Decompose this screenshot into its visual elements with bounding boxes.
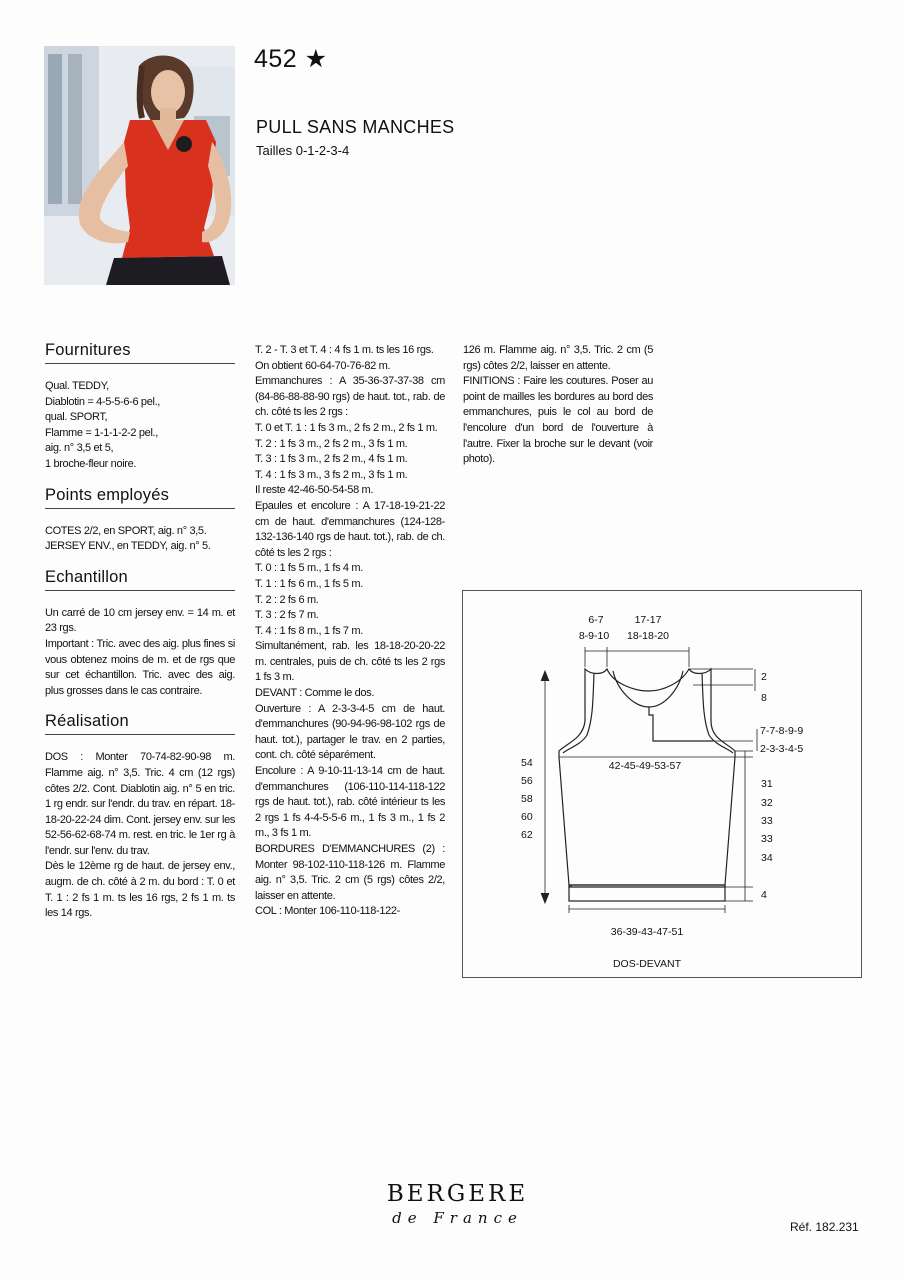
diagram-label-left-total: 60 [521,811,533,823]
dim-shoulder [585,647,607,667]
diagram-label-left-total: 62 [521,829,533,841]
diagram-label-left-total: 58 [521,793,533,805]
points-line: JERSEY ENV., en TEDDY, aig. n° 5. [45,540,211,553]
diagram-label-right-neck-1: 2 [761,671,767,683]
section-title-realisation: Réalisation [45,712,129,731]
difficulty-star-icon: ★ [304,45,328,73]
fournitures-line: aig. n° 3,5 et 5, [45,442,114,455]
column-right [463,343,653,468]
instruction-paragraph: T. 3 : 2 fs 7 m. [255,609,319,622]
pattern-number [254,44,328,74]
diagram-label-right-armhole-1: 7-7-8-9-9 [760,725,804,737]
garment-outline [559,669,735,887]
section-title-points: Points employés [45,485,170,504]
instruction-paragraph: T. 2 - T. 3 et T. 4 : 4 fs 1 m. ts les 16 rgs. [255,344,434,356]
instruction-paragraph: T. 0 et T. 1 : 1 fs 3 m., 2 fs 2 m., 2 fs 1 m. [255,421,438,434]
schematic-drawing [463,591,863,979]
section-realisation [45,711,235,922]
left-armhole-band [563,673,594,753]
brand-name: BERGERE [386,1181,529,1207]
section-fournitures [45,340,235,473]
brand-subtitle: de France [392,1209,523,1227]
instruction-paragraph: T. 4 : 1 fs 3 m., 3 fs 2 m., 3 fs 1 m. [255,468,408,481]
instruction-paragraph: On obtient 60-64-70-76-82 m. [255,359,391,372]
column-left [45,340,235,934]
fournitures-line: qual. SPORT, [45,411,108,424]
instruction-paragraph: COL : Monter 106-110-118-122- [255,905,400,918]
diagram-label-neck-bottom: 18-18-20 [626,630,670,642]
brand-logo [385,1180,530,1228]
instruction-paragraph: T. 2 : 1 fs 3 m., 2 fs 2 m., 3 fs 1 m. [255,437,408,450]
instruction-paragraph: Simultanément, rab. les 18-18-20-20-22 m. centrales, puis de ch. côté ts les 2 rgs 1 fs 3 m. [255,640,445,684]
diagram-label-right-body: 31 [761,778,773,790]
diagram-label-right-body: 34 [761,852,773,864]
diagram-label-right-body: 32 [761,797,773,809]
instruction-paragraph: Il reste 42-46-50-54-58 m. [255,484,374,497]
instruction-paragraph: BORDURES D'EMMANCHURES (2) : Monter 98-102-110-118-126 m. Flamme aig. n° 3,5. Tric. 2 cm (5 rgs) côtes 2/2, laisser en attente. [255,843,445,902]
fournitures-line: Flamme = 1-1-1-2-2 pel., [45,426,158,439]
fournitures-line: 1 broche-fleur noire. [45,457,137,470]
diagram-label-width-bottom: 36-39-43-47-51 [610,926,684,938]
dim-right-vertical [745,669,757,901]
diagram-label-right-rib: 4 [761,889,767,901]
points-line: COTES 2/2, en SPORT, aig. n° 3,5. [45,524,207,537]
front-opening [649,707,713,741]
diagram-label-shoulder-bottom: 8-9-10 [578,630,610,642]
section-divider [45,363,235,364]
diagram-label-right-neck-2: 8 [761,692,767,704]
section-points [45,485,235,555]
instruction-paragraph: Emmanchures : A 35-36-37-37-38 cm (84-86-88-88-90 rgs) de haut. tot., rab. de ch. côté ts les 2 rgs : [255,375,445,419]
realisation-increases: Dès le 12ème rg de haut. de jersey env., augm. de ch. côté à 2 m. du bord : T. 0 et T. 1 : 2 fs 1 m. ts les 16 rgs, 2 fs 1 m. ts les 14 rgs. [45,860,235,920]
instruction-paragraph: Encolure : A 9-10-11-13-14 cm de haut. d'emmanchures (106-110-114-118-122 rgs de haut. tot.), rab. côté intérieur ts les 2 rgs 1 fs 4-4-5-5-6 m., 1 fs 3 m., 1 fs 2 m., 3 fs 1 m. [255,765,445,840]
section-divider [45,734,235,735]
dim-left-arrow-top [541,671,549,681]
echantillon-gauge: Un carré de 10 cm jersey env. = 14 m. et 23 rgs. [45,606,235,635]
column-middle [255,343,445,920]
instruction-paragraph: Ouverture : A 2-3-3-4-5 cm de haut. d'emmanchures (90-94-96-98-102 rgs de haut. tot.), partager le trav. en 2 parties, cont. ch. côté séparément. [255,702,445,762]
model-photo [44,46,235,285]
section-divider [45,590,235,591]
realisation-dos: DOS : Monter 70-74-82-90-98 m. Flamme aig. n° 3,5. Tric. 4 cm (12 rgs) côtes 2/2. Cont. Diablotin aig. n° 5 en tric. 1 rg endr. sur l'endr. du trav. en répart. 18-18-20-22-24 dim. Cont. jersey env. sur les 52-56-62-68-74 m. rest. en tric. le 1er rg à l'endr. sur l'env. du trav. [45,751,235,857]
schematic-diagram [462,590,862,978]
diagram-label-left-total: 56 [521,775,533,787]
section-title-fournitures: Fournitures [45,341,131,359]
model-photo-illustration [44,46,235,285]
instruction-paragraph: 126 m. Flamme aig. n° 3,5. Tric. 2 cm (5 rgs) côtes 2/2, laisser en attente. [463,344,653,372]
diagram-label-right-body: 33 [761,815,773,827]
instruction-paragraph: DEVANT : Comme le dos. [255,687,375,700]
pattern-title: PULL SANS MANCHES [256,117,455,137]
diagram-label-width-top: 42-45-49-53-57 [608,760,682,772]
diagram-label-neck-top: 17-17 [634,614,662,626]
echantillon-important: Important : Tric. avec des aig. plus fines si vous obtenez moins de m. et de rgs que sur cet échantillon. Tric. avec des aig. plus grosses dans le cas contraire. [45,637,235,697]
instruction-paragraph: T. 0 : 1 fs 5 m., 1 fs 4 m. [255,562,363,575]
fournitures-line: Diablotin = 4-5-5-6-6 pel., [45,395,160,408]
reference-number: Réf. 182.231 [790,1220,859,1234]
neckline-band [613,671,683,707]
dim-left-arrow-bottom [541,893,549,903]
diagram-label-shoulder-top: 6-7 [588,614,604,626]
fournitures-line: Qual. TEDDY, [45,380,109,392]
instruction-paragraph: T. 4 : 1 fs 8 m., 1 fs 7 m. [255,624,363,637]
instruction-paragraph: T. 3 : 1 fs 3 m., 2 fs 2 m., 4 fs 1 m. [255,453,408,466]
instruction-paragraph: Epaules et encolure : A 17-18-19-21-22 cm de haut. d'emmanchures (124-128-132-136-140 rgs de haut. tot.), rab. de ch. côté ts les 2 rgs : [255,499,445,559]
pattern-sizes: Tailles 0-1-2-3-4 [256,143,350,158]
section-title-echantillon: Echantillon [45,567,128,586]
instruction-paragraph: T. 1 : 1 fs 6 m., 1 fs 5 m. [255,577,363,590]
diagram-label-right-armhole-2: 2-3-3-4-5 [760,743,804,755]
pattern-number-value: 452 [254,45,298,73]
dim-neck [607,647,689,667]
dim-right-guides [689,669,753,901]
diagram-label-right-body: 33 [761,833,773,845]
section-echantillon [45,567,235,700]
diagram-label-left-total: 54 [521,757,533,769]
diagram-title: DOS-DEVANT [612,958,682,970]
dim-width-bottom [569,905,725,913]
section-divider [45,508,235,509]
instruction-paragraph: T. 2 : 2 fs 6 m. [255,593,319,606]
instruction-paragraph: FINITIONS : Faire les coutures. Poser au point de mailles les bordures au bord des emmanchures, puis le col au bord de l'encolure d'un bord de l'ouverture à l'autre. Fixer la broche sur le devant (voir photo). [463,375,653,466]
